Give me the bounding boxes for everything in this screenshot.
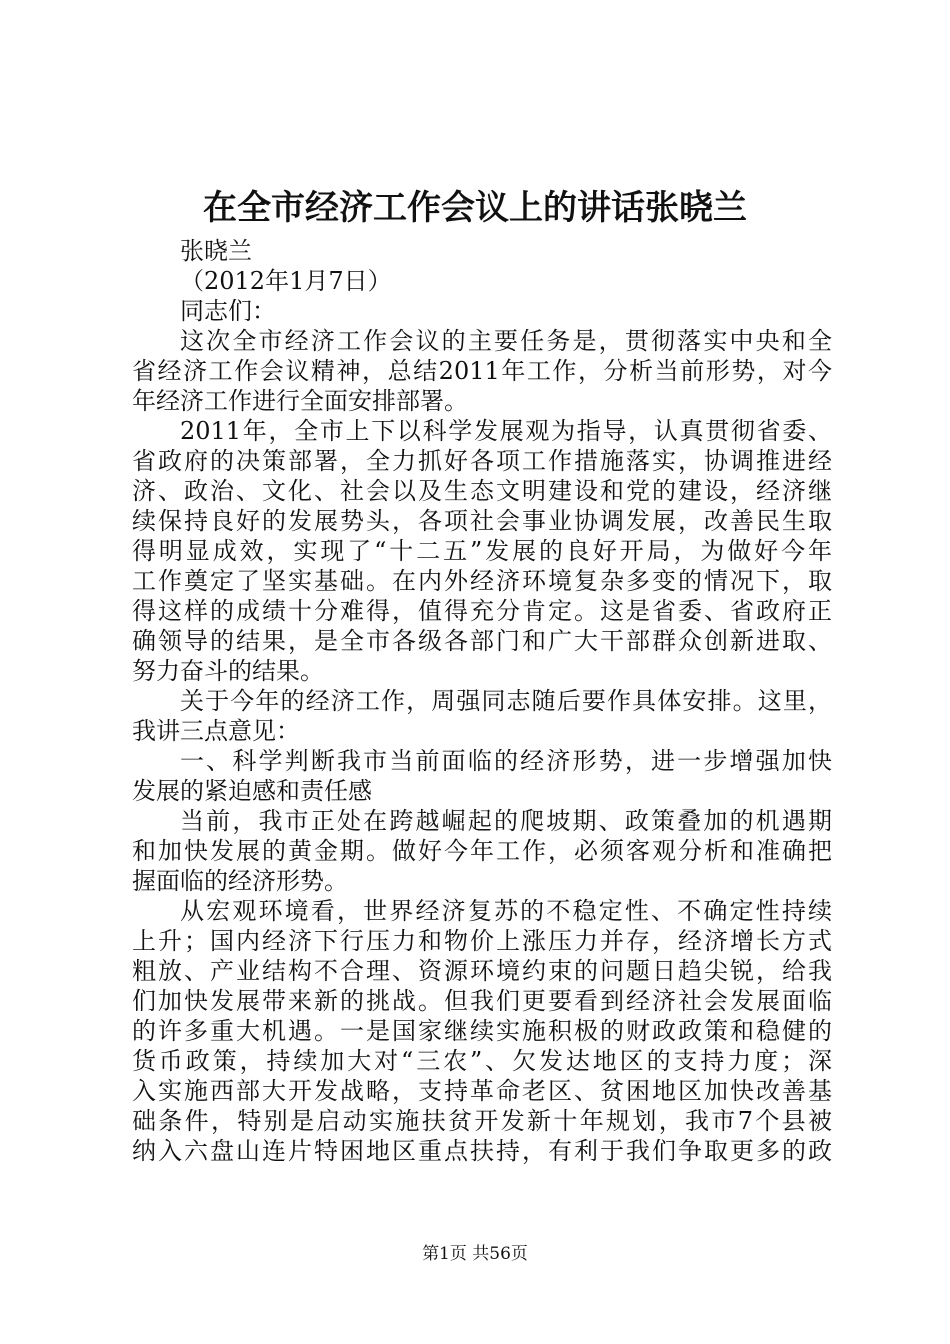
document-title: 在全市经济工作会议上的讲话张晓兰 bbox=[203, 188, 747, 228]
text-line: 纳入六盘山连片特困地区重点扶持，有利于我们争取更多的政 bbox=[132, 1137, 832, 1165]
text-line: 张晓兰 bbox=[180, 237, 252, 265]
text-line: 2011年，全市上下以科学发展观为指导，认真贯彻省委、 bbox=[180, 417, 832, 445]
text-line: 握面临的经济形势。 bbox=[132, 867, 348, 895]
text-line: 得这样的成绩十分难得，值得充分肯定。这是省委、省政府正 bbox=[132, 597, 832, 625]
text-line: 当前，我市正处在跨越崛起的爬坡期、政策叠加的机遇期 bbox=[180, 807, 832, 835]
text-line: 关于今年的经济工作，周强同志随后要作具体安排。这里， bbox=[180, 687, 832, 715]
text-line: 上升；国内经济下行压力和物价上涨压力并存，经济增长方式 bbox=[132, 927, 832, 955]
text-line: 同志们： bbox=[180, 297, 276, 325]
text-line: 努力奋斗的结果。 bbox=[132, 657, 324, 685]
text-line: 济、政治、文化、社会以及生态文明建设和党的建设，经济继 bbox=[132, 477, 832, 505]
text-line: 础条件，特别是启动实施扶贫开发新十年规划，我市7个县被 bbox=[132, 1107, 832, 1135]
text-line: 发展的紧迫感和责任感 bbox=[132, 777, 372, 805]
text-line: 省政府的决策部署，全力抓好各项工作措施落实，协调推进经 bbox=[132, 447, 832, 475]
text-line: 入实施西部大开发战略，支持革命老区、贫困地区加快改善基 bbox=[132, 1077, 832, 1105]
text-line: 工作奠定了坚实基础。在内外经济环境复杂多变的情况下，取 bbox=[132, 567, 832, 595]
text-line: 一、科学判断我市当前面临的经济形势，进一步增强加快 bbox=[180, 747, 832, 775]
text-line: 得明显成效，实现了“十二五”发展的良好开局，为做好今年 bbox=[132, 537, 832, 565]
text-line: 省经济工作会议精神，总结2011年工作，分析当前形势，对今 bbox=[132, 357, 832, 385]
text-line: 的许多重大机遇。一是国家继续实施积极的财政政策和稳健的 bbox=[132, 1017, 832, 1045]
document-body bbox=[132, 236, 832, 1166]
text-line: 货币政策，持续加大对“三农”、欠发达地区的支持力度；深 bbox=[132, 1047, 832, 1075]
page-number-footer: 第1页 共56页 bbox=[422, 1244, 528, 1264]
text-line: 从宏观环境看，世界经济复苏的不稳定性、不确定性持续 bbox=[180, 897, 832, 925]
text-line: （2012年1月7日） bbox=[180, 267, 392, 295]
text-line: 粗放、产业结构不合理、资源环境约束的问题日趋尖锐，给我 bbox=[132, 957, 832, 985]
text-line: 确领导的结果，是全市各级各部门和广大干部群众创新进取、 bbox=[132, 627, 832, 655]
text-line: 续保持良好的发展势头，各项社会事业协调发展，改善民生取 bbox=[132, 507, 832, 535]
text-line: 年经济工作进行全面安排部署。 bbox=[132, 387, 468, 415]
text-line: 我讲三点意见： bbox=[132, 717, 300, 745]
text-line: 和加快发展的黄金期。做好今年工作，必须客观分析和准确把 bbox=[132, 837, 832, 865]
text-line: 们加快发展带来新的挑战。但我们更要看到经济社会发展面临 bbox=[132, 987, 832, 1015]
text-line: 这次全市经济工作会议的主要任务是，贯彻落实中央和全 bbox=[180, 327, 832, 355]
